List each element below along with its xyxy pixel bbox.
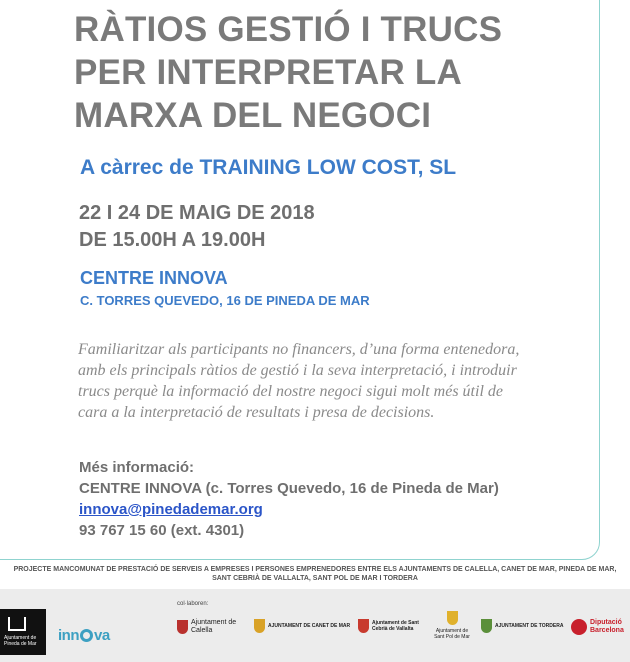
sant-cebria-shield-icon (358, 619, 369, 633)
description-line-1: Familiaritzar als participants no financers, d’una forma entenedora, (78, 341, 520, 358)
event-hours: DE 15.00H A 19.00H (79, 229, 266, 251)
pineda-logo-text: Ajuntament de Pineda de Mar (4, 635, 37, 647)
sant-pol-logo-text: Ajuntament de Sant Pol de Mar (434, 628, 470, 640)
diputacio-disc-icon (571, 619, 587, 635)
more-info-block (79, 457, 499, 541)
footer-logos (0, 589, 630, 662)
calella-logo-text: Ajuntament de Calella (191, 619, 237, 634)
more-info-place: CENTRE INNOVA (c. Torres Quevedo, 16 de Pineda de Mar) (79, 480, 499, 497)
course-title (74, 8, 614, 137)
collaborators-label: col·laboren: (177, 601, 209, 607)
canet-logo (254, 619, 350, 633)
description-line-4: cara a la interpretació de resultats i presa de decisions. (78, 404, 435, 421)
tordera-shield-icon (481, 619, 492, 633)
email-link[interactable]: innova@pinedademar.org (79, 501, 263, 518)
pineda-mark-icon (8, 617, 26, 631)
phone-number: 93 767 15 60 (ext. 4301) (79, 522, 245, 539)
course-description (78, 339, 623, 423)
innova-logo (58, 627, 110, 644)
project-statement (0, 565, 630, 583)
tordera-logo (481, 619, 563, 633)
innova-text-right: va (94, 627, 110, 644)
calella-shield-icon (177, 620, 188, 634)
title-line-3: MARXA DEL NEGOCI (74, 96, 432, 135)
tordera-logo-text: AJUNTAMENT DE TORDERA (495, 623, 564, 629)
diputacio-logo-text: Diputació Barcelona (590, 619, 624, 634)
project-line-2: SANT CEBRIÀ DE VALLALTA, SANT POL DE MAR I TORDERA (212, 575, 418, 582)
schedule (79, 200, 315, 254)
canet-logo-text: AJUNTAMENT DE CANET DE MAR (268, 623, 351, 629)
event-dates: 22 I 24 DE MAIG DE 2018 (79, 202, 315, 224)
venue-address: C. TORRES QUEVEDO, 16 DE PINEDA DE MAR (80, 293, 370, 308)
pineda-de-mar-logo (0, 609, 46, 655)
sant-cebria-logo (358, 619, 420, 633)
venue-name: CENTRE INNOVA (80, 268, 228, 288)
project-line-1: PROJECTE MANCOMUNAT DE PRESTACIÓ DE SERVEIS A EMPRESES I PERSONES EMPRENEDORES ENTRE ELS AJUNTAMENTS DE CALELLA, CANET DE MAR, PINEDA DE MAR, (13, 566, 617, 573)
innova-text-left: inn (58, 627, 79, 644)
title-line-2: PER INTERPRETAR LA (74, 53, 462, 92)
sant-cebria-logo-text: Ajuntament de Sant Cebrià de Vallalta (372, 620, 419, 632)
diputacio-logo (571, 619, 627, 635)
canet-shield-icon (254, 619, 265, 633)
organizer: A càrrec de TRAINING LOW COST, SL (80, 156, 457, 179)
more-info-heading: Més informació: (79, 459, 195, 476)
description-line-3: trucs perquè la informació del nostre negoci sigui molt més útil de (78, 383, 503, 400)
description-line-2: amb els principals ràtios de gestió i la seva interpretació, i introduir (78, 362, 517, 379)
sant-pol-logo (432, 611, 472, 640)
innova-ring-icon (80, 629, 93, 642)
calella-logo (177, 619, 247, 635)
title-line-1: RÀTIOS GESTIÓ I TRUCS (74, 10, 503, 49)
sant-pol-shield-icon (447, 611, 458, 625)
